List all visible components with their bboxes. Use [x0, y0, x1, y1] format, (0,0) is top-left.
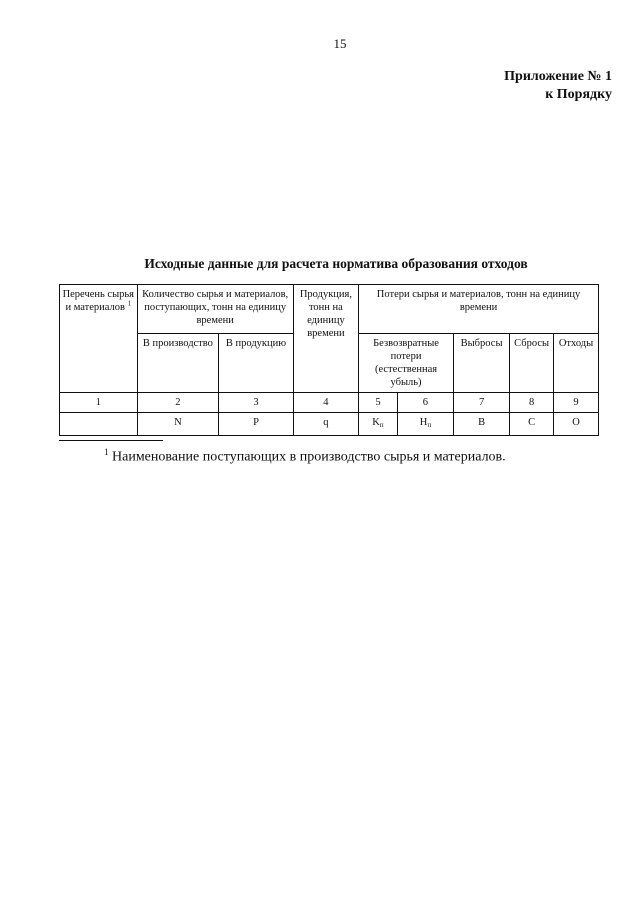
header-materials-list: Перечень сырья и материалов $^1$: [60, 285, 138, 393]
column-number: 6: [397, 393, 453, 413]
header-waste: Отходы: [554, 334, 599, 393]
appendix-line-2: к Порядку: [545, 87, 612, 102]
appendix-heading: [504, 68, 612, 104]
column-number: 9: [554, 393, 599, 413]
header-quantity-group: Количество сырья и материалов, поступающих, тонн на единицу времени: [137, 285, 293, 334]
symbol-cell: N: [137, 413, 219, 436]
column-number: 7: [454, 393, 510, 413]
footnote-number: 1: [104, 447, 109, 457]
column-number: 2: [137, 393, 219, 413]
symbol-cell: $K_п$: [359, 413, 398, 436]
symbol-cell: С: [510, 413, 554, 436]
symbol-cell: О: [554, 413, 599, 436]
column-number: 5: [359, 393, 398, 413]
document-title: Исходные данные для расчета норматива образования отходов: [144, 256, 528, 271]
footnote-divider: [59, 440, 163, 441]
symbol-cell: В: [454, 413, 510, 436]
header-into-product: В продукцию: [219, 334, 294, 393]
column-number: 4: [293, 393, 358, 413]
symbol-cell: $H_п$: [397, 413, 453, 436]
footnote-marker: 1: [127, 299, 132, 308]
header-irrecoverable-losses: Безвозвратные потери (естественная убыль): [359, 334, 454, 393]
footnote-text: Наименование поступающих в производство сырья и материалов.: [112, 449, 506, 465]
header-into-production: В производство: [137, 334, 219, 393]
symbol-cell: P: [219, 413, 294, 436]
source-data-table: [59, 284, 599, 436]
appendix-line-1: Приложение № 1: [504, 69, 612, 84]
symbol-cell: q: [293, 413, 358, 436]
footnote: [104, 447, 506, 466]
header-losses-group: Потери сырья и материалов, тонн на единицу времени: [359, 285, 599, 334]
symbol-cell: [60, 413, 138, 436]
column-number: 3: [219, 393, 294, 413]
header-discharges: Сбросы: [510, 334, 554, 393]
column-number: 1: [60, 393, 138, 413]
header-output: Продукция, тонн на единицу времени: [293, 285, 358, 393]
page-number: 15: [333, 36, 347, 51]
table-symbols-row: [60, 413, 599, 436]
table-column-numbers-row: [60, 393, 599, 413]
table-header-row: [60, 285, 599, 334]
column-number: 8: [510, 393, 554, 413]
header-emissions: Выбросы: [454, 334, 510, 393]
